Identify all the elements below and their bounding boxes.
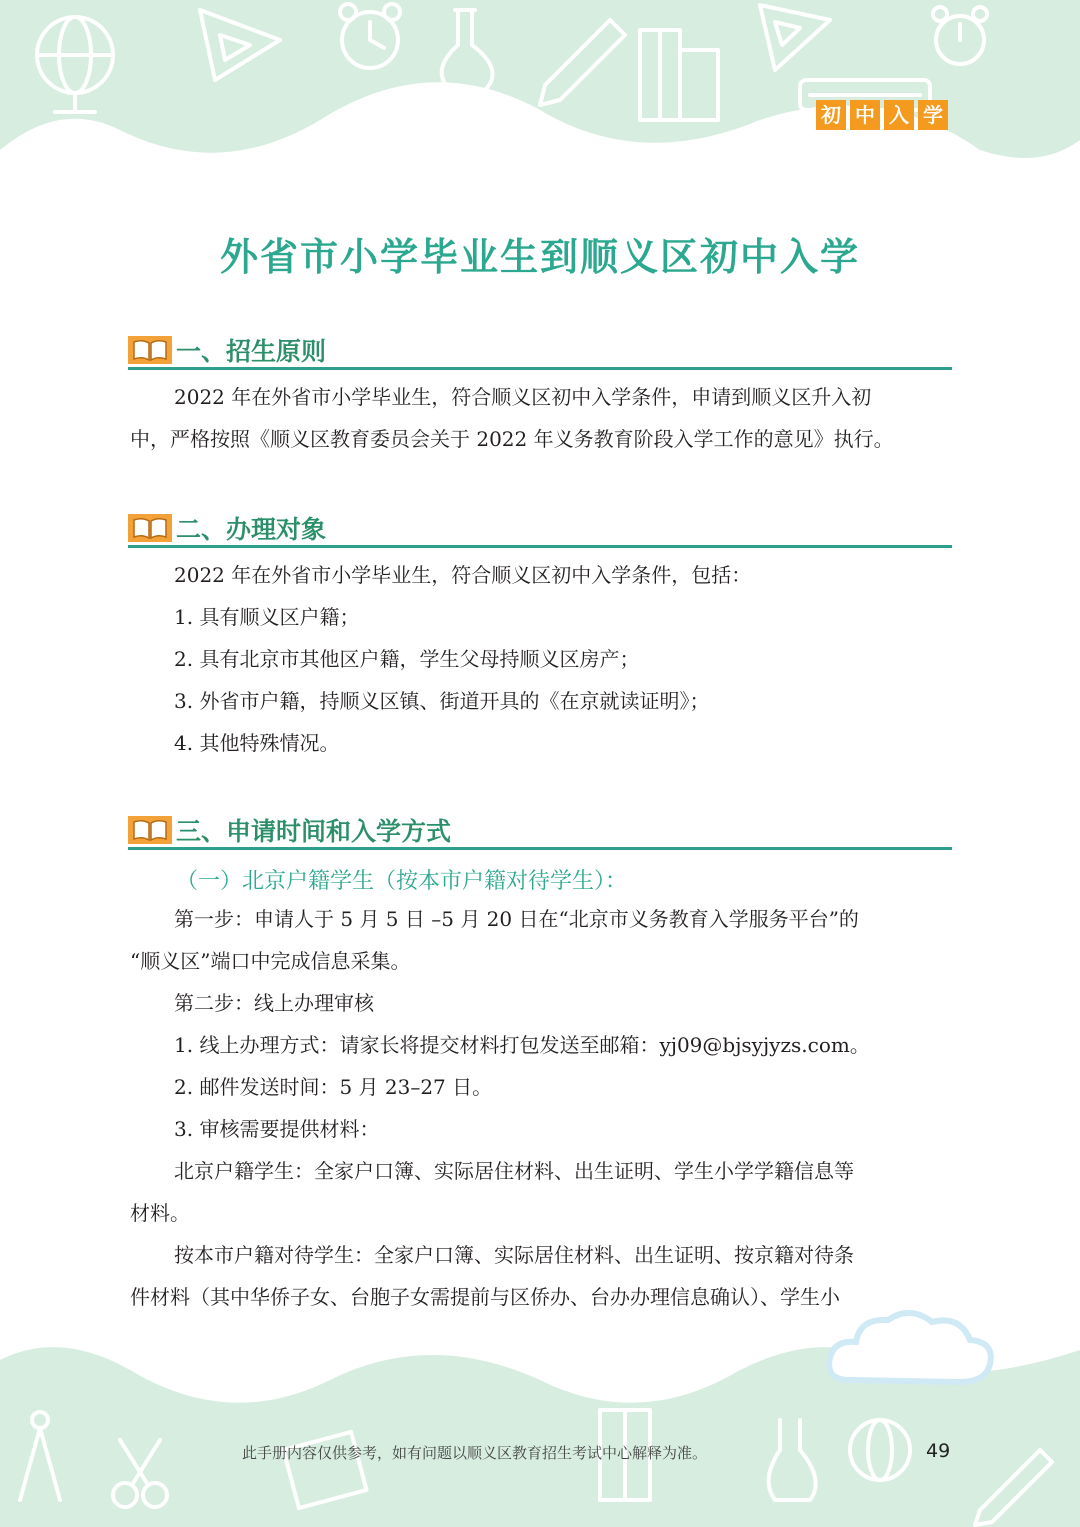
cloud-icon	[820, 1300, 1000, 1400]
section-title: 三、申请时间和入学方式	[176, 817, 452, 846]
open-book-icon	[128, 336, 172, 364]
list-item: 3. 外省市户籍，持顺义区镇、街道开具的《在京就读证明》；	[174, 689, 710, 713]
paragraph: 2022 年在外省市小学毕业生，符合顺义区初中入学条件，包括：	[174, 563, 752, 587]
paragraph: 第一步：申请人于 5 月 5 日 –5 月 20 日在“北京市义务教育入学服务平台”的	[174, 907, 859, 931]
page-number: 49	[926, 1440, 951, 1462]
paragraph: 按本市户籍对待学生：全家户口簿、实际居住材料、出生证明、按京籍对待条	[174, 1243, 854, 1267]
section-rule	[128, 545, 952, 548]
open-book-icon	[128, 514, 172, 542]
section-rule	[128, 367, 952, 370]
list-item: 2. 具有北京市其他区户籍，学生父母持顺义区房产；	[174, 647, 640, 671]
list-item: 3. 审核需要提供材料：	[174, 1117, 380, 1141]
paragraph: 第二步：线上办理审核	[174, 991, 374, 1015]
sub-heading: （一）北京户籍学生（按本市户籍对待学生）：	[176, 869, 628, 894]
chapter-tag-char: 学	[918, 100, 948, 130]
chapter-tag	[816, 100, 948, 130]
paragraph: 材料。	[130, 1201, 190, 1225]
chapter-tag-char: 入	[884, 100, 914, 130]
list-item: 1. 线上办理方式：请家长将提交材料打包发送至邮箱：yj09@bjsyjyzs.com。	[174, 1033, 870, 1057]
section-rule	[128, 847, 952, 850]
chapter-tag-char: 中	[850, 100, 880, 130]
paragraph: 件材料（其中华侨子女、台胞子女需提前与区侨办、台办办理信息确认）、学生小	[130, 1285, 840, 1309]
paragraph: 北京户籍学生：全家户口簿、实际居住材料、出生证明、学生小学学籍信息等	[174, 1159, 854, 1183]
section-title: 一、招生原则	[176, 337, 327, 366]
section-heading	[128, 330, 952, 370]
section-heading	[128, 508, 952, 548]
section-title: 二、办理对象	[176, 515, 327, 544]
section-heading	[128, 810, 952, 850]
list-item: 4. 其他特殊情况。	[174, 731, 340, 755]
paragraph: 中，严格按照《顺义区教育委员会关于 2022 年义务教育阶段入学工作的意见》执行。	[130, 427, 894, 451]
paragraph: 2022 年在外省市小学毕业生，符合顺义区初中入学条件，申请到顺义区升入初	[174, 385, 872, 409]
footer-note: 此手册内容仅供参考，如有问题以顺义区教育招生考试中心解释为准。	[242, 1444, 708, 1462]
page-title: 外省市小学毕业生到顺义区初中入学	[219, 235, 860, 279]
open-book-icon	[128, 816, 172, 844]
chapter-tag-char: 初	[816, 100, 846, 130]
list-item: 2. 邮件发送时间：5 月 23–27 日。	[174, 1075, 493, 1099]
list-item: 1. 具有顺义区户籍；	[174, 605, 360, 629]
paragraph: “顺义区”端口中完成信息采集。	[130, 949, 411, 973]
